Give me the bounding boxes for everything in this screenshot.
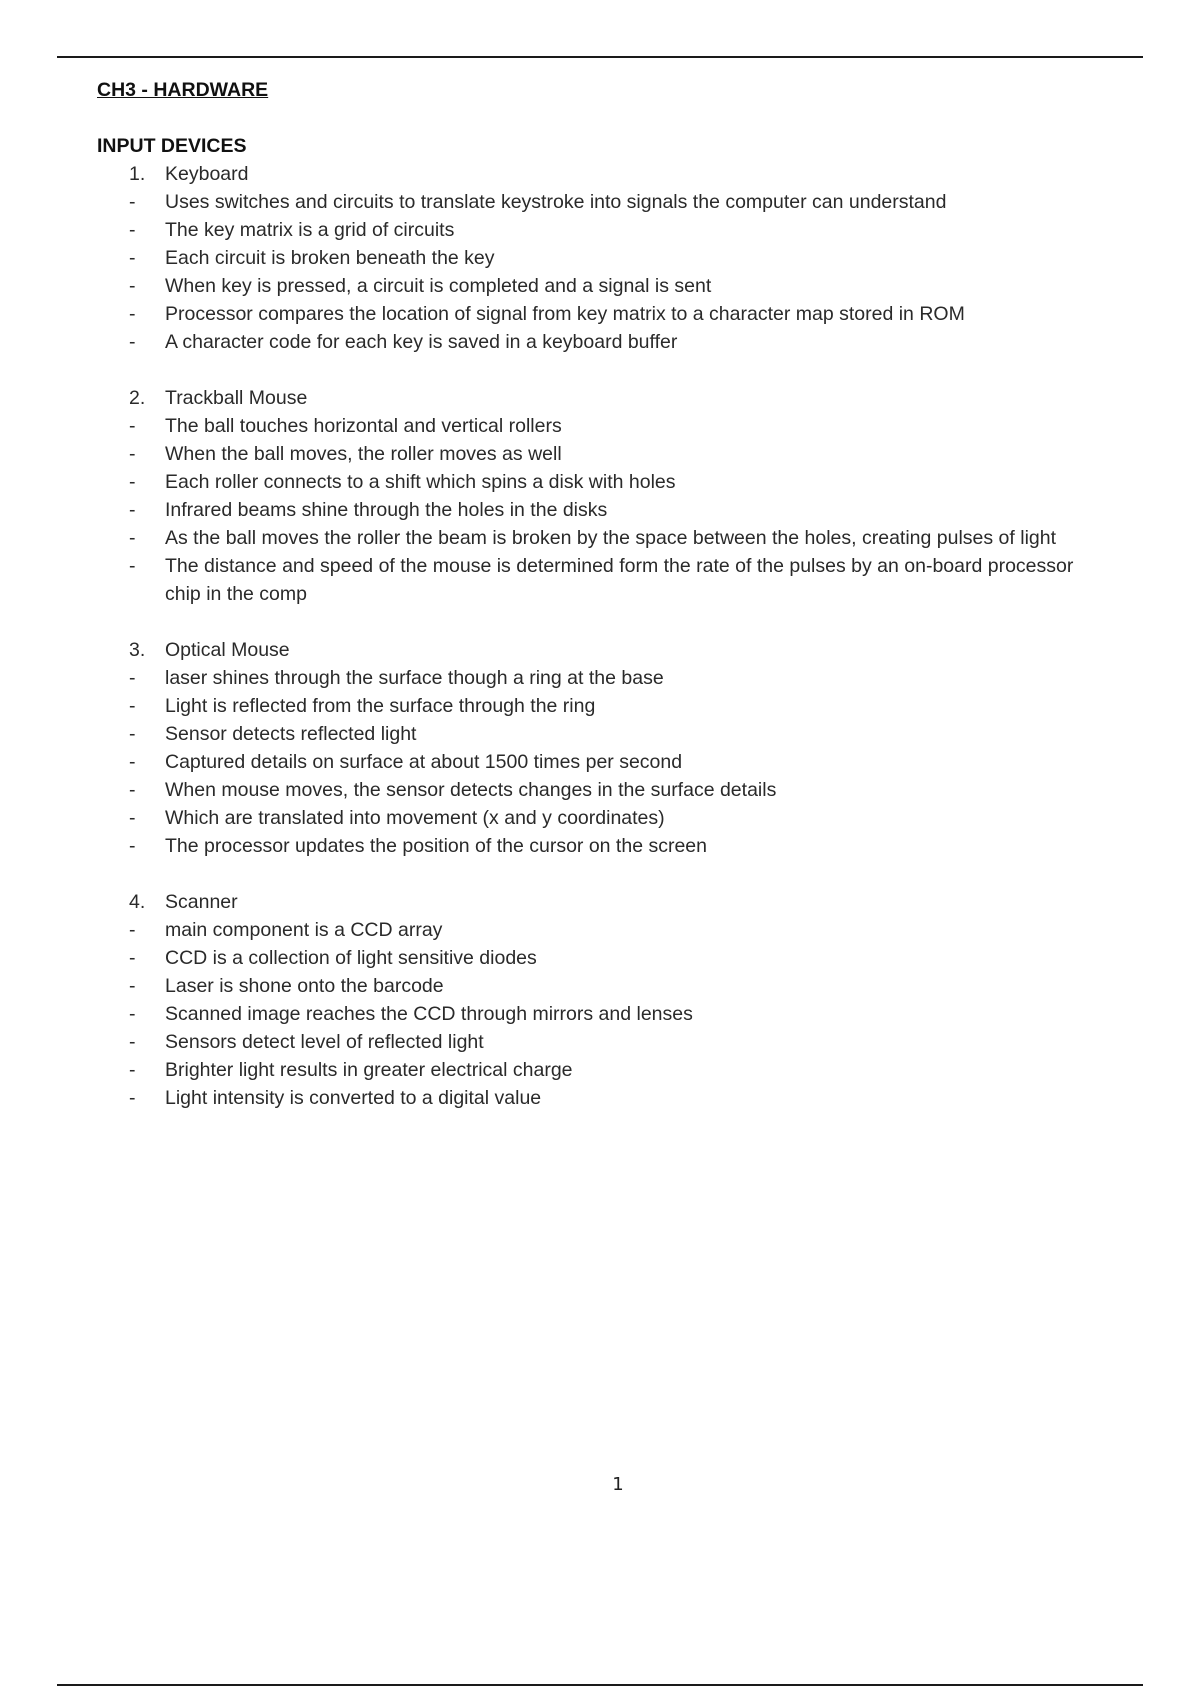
list-item-number — [97, 384, 1107, 412]
bullet-marker: - — [129, 527, 136, 549]
bullet-text: Brighter light results in greater electrical charge — [165, 1059, 573, 1081]
list-item — [97, 412, 1107, 440]
list-marker — [97, 1028, 165, 1056]
bullet-text: As the ball moves the roller the beam is broken by the space between the holes, creating pulses of light — [165, 527, 1057, 549]
bullet-marker: 4. — [129, 891, 146, 913]
list-marker — [97, 1000, 165, 1028]
list-marker — [97, 160, 165, 188]
bullet-text: laser shines through the surface though a ring at the base — [165, 667, 664, 689]
bullet-text: CCD is a collection of light sensitive diodes — [165, 947, 537, 969]
bullet-text: When mouse moves, the sensor detects changes in the surface details — [165, 779, 777, 801]
device-section-trackball-mouse — [97, 384, 1107, 608]
bullet-text: Laser is shone onto the barcode — [165, 975, 444, 997]
bullet-text: When key is pressed, a circuit is completed and a signal is sent — [165, 275, 712, 297]
list-marker — [97, 720, 165, 748]
list-item — [97, 804, 1107, 832]
section-heading: INPUT DEVICES — [97, 135, 247, 157]
list-marker — [97, 636, 165, 664]
bullet-marker: - — [129, 471, 136, 493]
list-item — [97, 216, 1107, 244]
bullet-marker: - — [129, 835, 136, 857]
bullet-text: Sensor detects reflected light — [165, 723, 417, 745]
list-item — [97, 944, 1107, 972]
page-title: CH3 - HARDWARE — [97, 79, 269, 101]
bullet-marker: - — [129, 499, 136, 521]
list-marker — [97, 748, 165, 776]
bullet-marker: - — [129, 247, 136, 269]
bullet-text: A character code for each key is saved in a keyboard buffer — [165, 331, 678, 353]
bullet-text: Captured details on surface at about 1500 times per second — [165, 751, 683, 773]
list-item — [97, 916, 1107, 944]
list-item — [97, 692, 1107, 720]
list-item — [97, 188, 1107, 216]
device-name: Trackball Mouse — [165, 387, 308, 409]
bullet-text: Sensors detect level of reflected light — [165, 1031, 484, 1053]
list-item — [97, 748, 1107, 776]
list-marker — [97, 692, 165, 720]
list-marker — [97, 552, 165, 608]
bullet-text: The processor updates the position of the cursor on the screen — [165, 835, 707, 857]
device-section-keyboard — [97, 160, 1107, 356]
list-item — [97, 1084, 1107, 1112]
bullet-marker: - — [129, 1031, 136, 1053]
list-item-number — [97, 636, 1107, 664]
list-marker — [97, 384, 165, 412]
page-number: 1 — [612, 1474, 624, 1495]
list-marker — [97, 1084, 165, 1112]
bullet-marker: - — [129, 975, 136, 997]
bullet-marker: - — [129, 723, 136, 745]
bullet-marker: - — [129, 331, 136, 353]
list-item — [97, 1000, 1107, 1028]
device-section-optical-mouse — [97, 636, 1107, 860]
bullet-text: The distance and speed of the mouse is determined form the rate of the pulses by an on-board processor chip in the comp — [165, 555, 1074, 605]
bullet-marker: - — [129, 443, 136, 465]
bullet-marker: 2. — [129, 387, 146, 409]
list-item-number — [97, 888, 1107, 916]
list-marker — [97, 440, 165, 468]
bullet-text: Each roller connects to a shift which spins a disk with holes — [165, 471, 676, 493]
bullet-text: Each circuit is broken beneath the key — [165, 247, 495, 269]
bullet-marker: - — [129, 415, 136, 437]
list-marker — [97, 216, 165, 244]
bullet-marker: 3. — [129, 639, 146, 661]
bullet-text: Infrared beams shine through the holes in the disks — [165, 499, 608, 521]
list-marker — [97, 468, 165, 496]
bullet-marker: - — [129, 555, 136, 577]
bullet-marker: - — [129, 779, 136, 801]
bullet-marker: - — [129, 807, 136, 829]
device-name: Optical Mouse — [165, 639, 290, 661]
list-item — [97, 552, 1107, 608]
document-body — [97, 76, 1107, 1112]
list-marker — [97, 272, 165, 300]
device-name: Scanner — [165, 891, 238, 913]
bullet-text: Light intensity is converted to a digital value — [165, 1087, 542, 1109]
list-item — [97, 300, 1107, 328]
bullet-marker: - — [129, 1059, 136, 1081]
list-item — [97, 972, 1107, 1000]
list-item — [97, 496, 1107, 524]
list-marker — [97, 300, 165, 328]
bullet-text: When the ball moves, the roller moves as well — [165, 443, 562, 465]
list-marker — [97, 244, 165, 272]
list-marker — [97, 328, 165, 356]
list-item — [97, 468, 1107, 496]
bullet-marker: - — [129, 695, 136, 717]
list-marker — [97, 888, 165, 916]
list-marker — [97, 944, 165, 972]
bullet-text: main component is a CCD array — [165, 919, 443, 941]
list-marker — [97, 972, 165, 1000]
list-marker — [97, 832, 165, 860]
bullet-marker: - — [129, 191, 136, 213]
list-marker — [97, 188, 165, 216]
bullet-text: The ball touches horizontal and vertical rollers — [165, 415, 562, 437]
list-marker — [97, 804, 165, 832]
bullet-marker: - — [129, 919, 136, 941]
bullet-text: Which are translated into movement (x and y coordinates) — [165, 807, 665, 829]
list-item — [97, 720, 1107, 748]
list-marker — [97, 1056, 165, 1084]
bullet-marker: - — [129, 275, 136, 297]
device-section-scanner — [97, 888, 1107, 1112]
device-name: Keyboard — [165, 163, 249, 185]
top-rule — [57, 56, 1143, 58]
list-item-number — [97, 160, 1107, 188]
list-item — [97, 524, 1107, 552]
list-marker — [97, 496, 165, 524]
bottom-rule — [57, 1684, 1143, 1686]
list-item — [97, 664, 1107, 692]
list-marker — [97, 664, 165, 692]
list-item — [97, 776, 1107, 804]
bullet-marker: - — [129, 303, 136, 325]
list-marker — [97, 412, 165, 440]
list-item — [97, 440, 1107, 468]
list-marker — [97, 776, 165, 804]
list-item — [97, 1028, 1107, 1056]
list-marker — [97, 524, 165, 552]
bullet-text: Processor compares the location of signal from key matrix to a character map stored in ROM — [165, 303, 965, 325]
bullet-marker: - — [129, 751, 136, 773]
list-item — [97, 832, 1107, 860]
bullet-marker: - — [129, 1087, 136, 1109]
bullet-text: Light is reflected from the surface through the ring — [165, 695, 596, 717]
bullet-text: The key matrix is a grid of circuits — [165, 219, 455, 241]
bullet-text: Scanned image reaches the CCD through mirrors and lenses — [165, 1003, 693, 1025]
bullet-marker: - — [129, 947, 136, 969]
list-item — [97, 244, 1107, 272]
list-item — [97, 1056, 1107, 1084]
bullet-marker: - — [129, 219, 136, 241]
list-item — [97, 272, 1107, 300]
list-marker — [97, 916, 165, 944]
bullet-marker: - — [129, 667, 136, 689]
bullet-text: Uses switches and circuits to translate keystroke into signals the computer can understand — [165, 191, 947, 213]
list-item — [97, 328, 1107, 356]
bullet-marker: - — [129, 1003, 136, 1025]
bullet-marker: 1. — [129, 163, 146, 185]
